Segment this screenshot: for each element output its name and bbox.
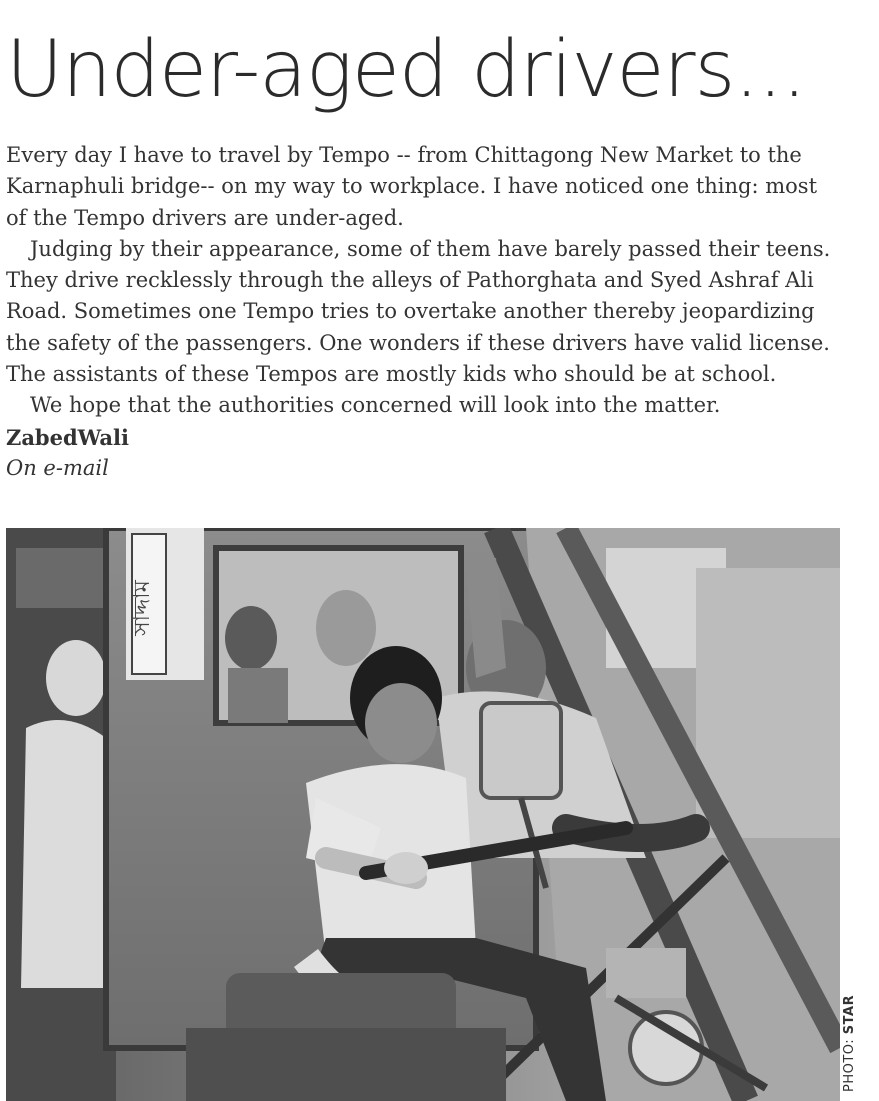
photo-credit xyxy=(842,995,857,1092)
author-name: ZabedWali xyxy=(6,424,129,450)
paragraph-3: We hope that the authorities concerned will look into the matter. xyxy=(30,393,721,418)
headline: Under-aged drivers... xyxy=(6,25,806,115)
tempo-driver-illustration xyxy=(6,528,840,1101)
photo-credit-prefix: PHOTO: xyxy=(842,1034,857,1092)
tempo-sign-text: সাদ্দাম xyxy=(130,580,155,636)
letter-body xyxy=(6,140,836,484)
photo-credit-name: STAR xyxy=(842,994,857,1035)
paragraph-1: Every day I have to travel by Tempo -- from Chittagong New Market to the Karnaphuli bridge-- on my way to workplace. I have noticed one thing: most of the Tempo drivers are under-aged. xyxy=(6,143,818,230)
author-source: On e-mail xyxy=(6,455,109,480)
paragraph-2: Judging by their appearance, some of them have barely passed their teens. They drive recklessly through the alleys of Pathorghata and Syed Ashraf Ali Road. Sometimes one Tempo tries to overtake another thereby jeopardizing the safety of the passengers. One wonders if these drivers have valid license. The assistants of these Tempos are mostly kids who should be at school. xyxy=(6,236,831,387)
news-photo xyxy=(6,528,840,1101)
